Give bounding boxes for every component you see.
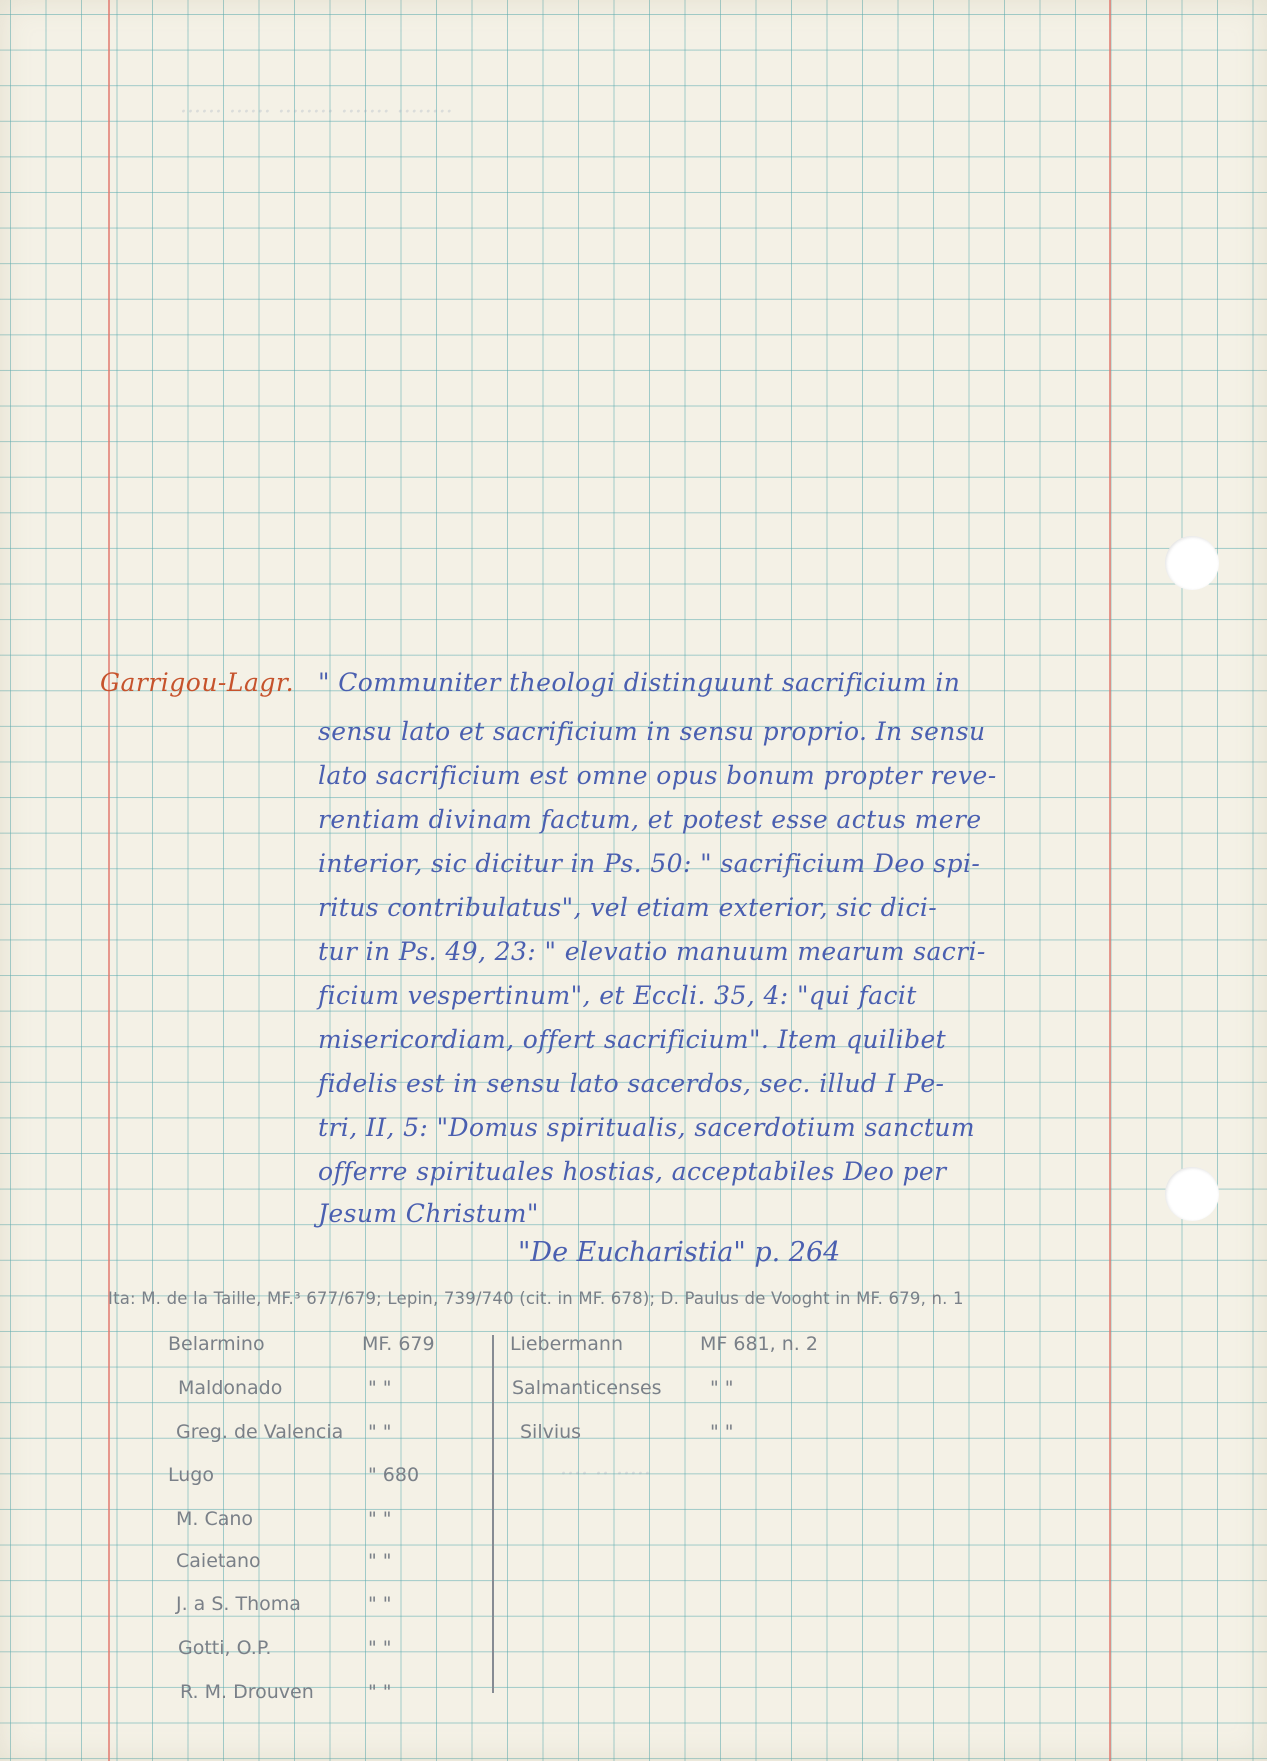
list-divider: [492, 1335, 494, 1693]
quote-line: lato sacrificium est omne opus bonum propter reve-: [318, 761, 997, 790]
list-item-name: J. a S. Thoma: [176, 1593, 301, 1615]
left-margin-line: [108, 0, 110, 1761]
list-item-ref: MF. 679: [362, 1333, 435, 1355]
list-item-name: Liebermann: [510, 1333, 624, 1355]
quote-line: " Communiter theologi distinguunt sacrificium in: [318, 668, 961, 697]
quote-line: rentiam divinam factum, et potest esse actus mere: [318, 805, 982, 834]
quote-line: Jesum Christum": [318, 1199, 539, 1228]
list-item-name: Caietano: [176, 1550, 261, 1572]
list-item-ref: " ": [368, 1508, 392, 1530]
punch-hole-top: [1165, 536, 1219, 590]
list-item-ref: " ": [710, 1421, 734, 1443]
list-item-name: Maldonado: [178, 1377, 283, 1399]
quote-line: tri, II, 5: "Domus spiritualis, sacerdotium sanctum: [318, 1113, 975, 1142]
quote-line: ritus contribulatus", vel etiam exterior, sic dici-: [318, 893, 938, 922]
list-item-name: M. Cano: [176, 1508, 254, 1530]
punch-hole-bottom: [1165, 1167, 1219, 1221]
quote-line: sensu lato et sacrificium in sensu proprio. In sensu: [318, 717, 986, 746]
bleed-through-text: ······ ······ ········ ······· ········: [180, 100, 453, 125]
list-item-ref: " ": [710, 1377, 734, 1399]
list-item-ref: " ": [368, 1550, 392, 1572]
bleed-through-mark: ···· ·· ·····: [560, 1462, 651, 1487]
list-item-ref: " ": [368, 1681, 392, 1703]
quote-line: offerre spirituales hostias, acceptabiles Deo per: [318, 1157, 947, 1186]
list-item-ref: " ": [368, 1637, 392, 1659]
quote-author: Garrigou-Lagr.: [100, 668, 295, 697]
quote-line: tur in Ps. 49, 23: " elevatio manuum mearum sacri-: [318, 937, 986, 966]
list-item-name: Lugo: [168, 1464, 214, 1486]
list-item-name: Belarmino: [168, 1333, 265, 1355]
quote-line: misericordiam, offert sacrificium". Item quilibet: [318, 1025, 947, 1054]
list-item-ref: " ": [368, 1421, 392, 1443]
list-item-ref: " ": [368, 1377, 392, 1399]
list-item-name: R. M. Drouven: [180, 1681, 314, 1703]
references-line: Ita: M. de la Taille, MF.³ 677/679; Lepin, 739/740 (cit. in MF. 678); D. Paulus de Vooght in MF. 679, n. 1: [108, 1289, 964, 1308]
list-item-name: Gotti, O.P.: [178, 1637, 272, 1659]
list-item-name: Salmanticenses: [512, 1377, 662, 1399]
quote-line: fidelis est in sensu lato sacerdos, sec. illud I Pe-: [318, 1069, 945, 1098]
list-item-name: Silvius: [520, 1421, 582, 1443]
quote-line: ficium vespertinum", et Eccli. 35, 4: "qui facit: [318, 981, 917, 1010]
list-item-name: Greg. de Valencia: [176, 1421, 344, 1443]
right-margin-line: [1109, 0, 1111, 1761]
list-item-ref: " ": [368, 1593, 392, 1615]
list-item-ref: MF 681, n. 2: [700, 1333, 818, 1355]
quote-source: "De Eucharistia" p. 264: [518, 1237, 841, 1268]
quote-line: interior, sic dicitur in Ps. 50: " sacrificium Deo spi-: [318, 849, 981, 878]
list-item-ref: " 680: [368, 1464, 420, 1486]
